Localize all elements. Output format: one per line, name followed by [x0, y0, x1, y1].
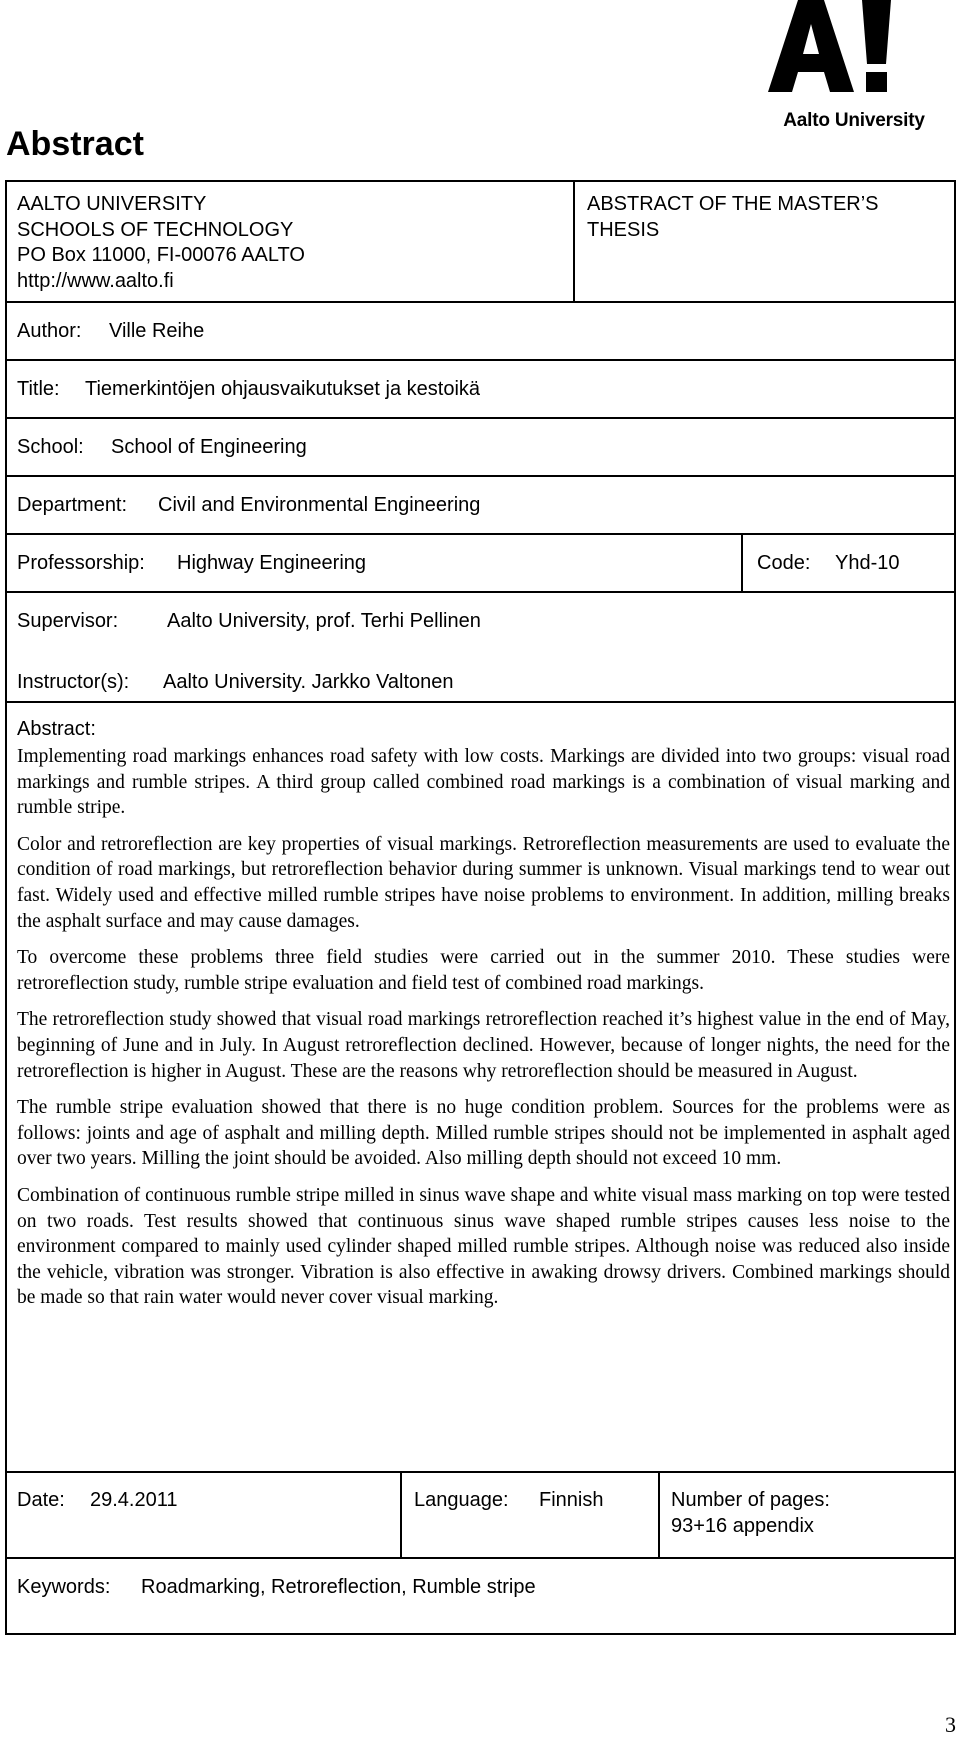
author-label: Author: — [17, 320, 82, 342]
date-row — [17, 1488, 178, 1513]
language-value: Finnish — [539, 1489, 604, 1511]
divider — [7, 359, 954, 361]
abstract-paragraph: The rumble stripe evaluation showed that there is no huge condition problem. Sources for the problems were as follows: joints and age of asphalt and milling depth. Milled rumble stripes should not be implemented in asphalt aged over two years. Milling the joint should be avoided. Also milling depth should not exceed 10 mm. — [17, 1097, 950, 1170]
code-row — [757, 551, 900, 576]
thesis-type-line2: THESIS — [587, 218, 660, 241]
professorship-label: Professorship: — [17, 552, 145, 574]
divider — [7, 1557, 954, 1559]
instructor-label: Instructor(s): — [17, 671, 130, 693]
abstract-paragraph: To overcome these problems three field studies were carried out in the summer 2010. These studies were retroreflection study, rumble stripe evaluation and field test of combined road markings. — [17, 947, 950, 994]
school-value: School of Engineering — [111, 436, 307, 458]
page-title: Abstract — [6, 125, 144, 163]
title-label: Title: — [17, 378, 60, 400]
abstract-form — [5, 180, 956, 1635]
abstract-paragraph: The retroreflection study showed that visual road markings retroreflection reached it’s highest value in the end of May, beginning of June and in July. In August retroreflection declined. However, because of longer nights, the need for the retroreflection is higher in August. These are the reasons why retroreflection should be measured in August. — [17, 1009, 950, 1082]
institution-address: PO Box 11000, FI-00076 AALTO — [17, 244, 305, 266]
thesis-type-line1: ABSTRACT OF THE MASTER’S — [587, 193, 879, 215]
divider — [7, 591, 954, 593]
school-label: School: — [17, 436, 84, 458]
code-label: Code: — [757, 552, 811, 574]
abstract-paragraph: Combination of continuous rumble stripe milled in sinus wave shape and white visual mass marking on top were tested on two roads. Test results showed that continuous sinus wave shaped rumble stripes causes less noise to the environment compared to mainly used cylinder shaped milled rumble stripes. Although noise was reduced also inside the vehicle, vibration was stronger. Vibration is also effective in awaking drowsy drivers. Combined markings should be made so that rain water would never cover visual marking. — [17, 1184, 950, 1309]
divider — [741, 533, 743, 593]
supervisor-label: Supervisor: — [17, 610, 119, 632]
abstract-body — [17, 744, 950, 1322]
page-number: 3 — [945, 1712, 956, 1737]
logo-text: Aalto University — [783, 110, 925, 131]
instructor-row — [17, 670, 454, 695]
author-value: Ville Reihe — [109, 320, 205, 342]
pages-value: 93+16 appendix — [671, 1514, 814, 1537]
divider — [7, 301, 954, 303]
aalto-logo — [768, 0, 940, 140]
divider — [7, 417, 954, 419]
institution-block — [17, 192, 305, 294]
professorship-value: Highway Engineering — [177, 552, 367, 574]
pages-block — [671, 1488, 830, 1539]
divider — [7, 1471, 954, 1473]
title-value: Tiemerkintöjen ohjausvaikutukset ja kestoikä — [85, 378, 481, 400]
date-value: 29.4.2011 — [90, 1489, 178, 1511]
institution-url: http://www.aalto.fi — [17, 269, 174, 292]
divider — [7, 533, 954, 535]
school-row — [17, 435, 307, 460]
author-row — [17, 319, 204, 344]
divider — [573, 182, 575, 303]
code-value: Yhd-10 — [835, 552, 900, 574]
professorship-row — [17, 551, 366, 576]
department-row — [17, 493, 480, 518]
department-label: Department: — [17, 494, 128, 516]
supervisor-row — [17, 609, 481, 634]
language-label: Language: — [414, 1489, 509, 1511]
aalto-logo-mark — [768, 0, 940, 108]
keywords-label: Keywords: — [17, 1576, 111, 1598]
title-row — [17, 377, 480, 402]
supervisor-value: Aalto University, prof. Terhi Pellinen — [167, 610, 481, 632]
pages-label: Number of pages: — [671, 1489, 830, 1511]
instructor-value: Aalto University. Jarkko Valtonen — [163, 671, 454, 693]
thesis-type-block — [587, 192, 879, 243]
abstract-label: Abstract: — [17, 718, 96, 740]
abstract-paragraph: Color and retroreflection are key properties of visual markings. Retroreflection measurements are used to evaluate the condition of road markings, but retroreflection behavior during summer is unknown. Visual markings tend to wear out fast. Widely used and effective milled rumble stripes have noise problems to environment. In addition, milling breaks the asphalt surface and may cause damages. — [17, 833, 950, 932]
language-row — [414, 1488, 603, 1513]
abstract-paragraph: Implementing road markings enhances road safety with low costs. Markings are divided into two groups: visual road markings and rumble stripes. A third group called combined road markings is a combination of visual marking and rumble stripe. — [17, 746, 950, 819]
divider — [7, 475, 954, 477]
keywords-value: Roadmarking, Retroreflection, Rumble stripe — [141, 1576, 536, 1598]
keywords-row — [17, 1575, 536, 1600]
date-label: Date: — [17, 1489, 65, 1511]
department-value: Civil and Environmental Engineering — [158, 494, 481, 516]
divider — [400, 1471, 402, 1559]
divider — [7, 701, 954, 703]
institution-schools: SCHOOLS OF TECHNOLOGY — [17, 218, 294, 241]
institution-name: AALTO UNIVERSITY — [17, 193, 207, 215]
divider — [658, 1471, 660, 1559]
